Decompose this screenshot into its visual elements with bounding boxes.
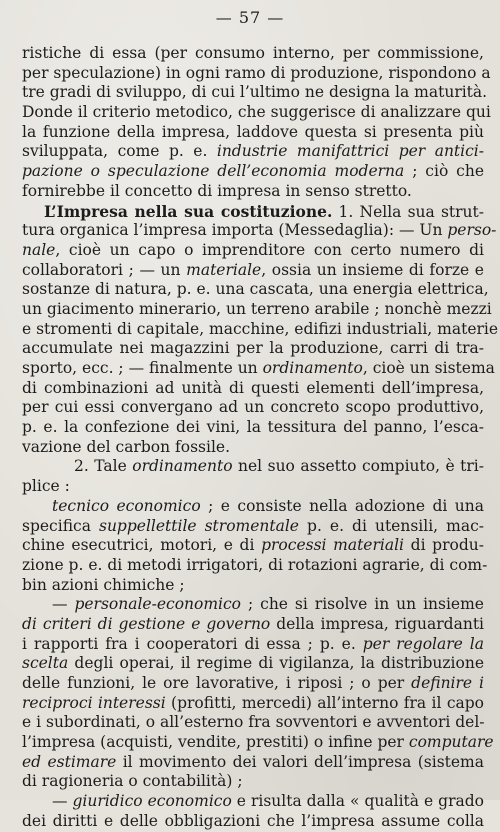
text-span: definire i	[411, 674, 484, 692]
text-line	[22, 221, 497, 241]
text-line	[22, 713, 484, 733]
text-line	[22, 103, 491, 123]
text-span: sviluppata, come p. e.	[22, 142, 217, 161]
text-span: di produ-	[404, 536, 484, 555]
text-span: p. e. di utensili, mac-	[299, 516, 484, 535]
text-span: processi materiali	[261, 536, 404, 555]
text-line	[22, 674, 484, 694]
text-span: per cui essi convergano ad un concreto scopo produttivo,	[22, 398, 484, 417]
text-span: p. e. la confezione dei vini, la tessitura del panno, l’esca-	[22, 418, 484, 437]
text-span: bin azioni chimiche ;	[22, 575, 185, 594]
text-line	[22, 694, 484, 714]
text-span: Donde il criterio metodico, che suggerisce di analizzare qui	[22, 103, 491, 122]
text-line	[22, 44, 484, 64]
text-line	[22, 83, 488, 103]
text-line	[22, 339, 484, 359]
text-line	[22, 319, 499, 340]
text-span: accumulate nei magazzini per la produzione, carri di tra-	[22, 339, 484, 358]
text-span: fornirebbe il concetto di impresa in senso stretto.	[22, 181, 412, 200]
text-line	[22, 654, 484, 674]
text-line	[22, 162, 484, 182]
text-span: il movimento dei valori dell’impresa (sistema	[116, 752, 484, 771]
text-span: perso-	[447, 221, 497, 240]
text-line	[22, 615, 484, 635]
text-line	[22, 595, 484, 615]
text-span: della impresa, riguardanti	[270, 614, 485, 633]
text-span: , cioè un capo o imprenditore con certo numero di	[55, 240, 484, 259]
text-span: vazione del carbon fossile.	[22, 437, 231, 456]
text-span: zione p. e. di metodi irrigatori, di rotazioni agrarie, di com-	[22, 555, 488, 574]
text-span: scelta	[22, 654, 69, 673]
text-line	[22, 438, 484, 458]
text-span: chine esecutrici, motori, e di	[22, 536, 262, 555]
body-text	[22, 44, 499, 832]
text-line	[22, 792, 484, 812]
text-span: nale	[22, 240, 56, 259]
text-span: specifica	[22, 516, 99, 535]
text-span: tura organica l’impresa importa (Messedaglia): — Un	[22, 221, 448, 240]
text-line	[22, 812, 484, 832]
text-line	[22, 418, 484, 438]
text-span: 1. Nella sua strut-	[332, 202, 485, 221]
text-span: (profitti, mercedi) all’interno fra il capo	[165, 693, 484, 712]
text-span: l’impresa (acquisti, vendite, prestiti) o infine per	[22, 733, 409, 752]
text-span: ; e consiste nella adozione di una	[200, 496, 484, 515]
text-span: dei diritti e delle obbligazioni che l’impresa assume colla	[22, 811, 484, 830]
text-span: i rapporti fra i cooperatori di essa ; p. e.	[22, 634, 363, 653]
text-span: per regolare la	[362, 634, 484, 653]
text-span: ordinamento	[132, 457, 233, 476]
text-line	[22, 299, 492, 320]
text-span: e i subordinati, o all’esterno fra sovventori e avventori del-	[22, 713, 485, 732]
text-line	[22, 280, 489, 300]
text-span: 2. Tale	[74, 457, 133, 476]
text-span: sostanze di natura, p. e. una cascata, una energia elettrica,	[22, 280, 489, 299]
text-span: e risulta dalla « qualità e grado	[231, 792, 484, 811]
text-span: di combinazioni ad unità di questi elementi dell’impresa,	[22, 378, 484, 397]
page-number: — 57 —	[215, 8, 285, 27]
text-span: —	[52, 792, 73, 811]
text-span: industrie manifattrici per antici-	[216, 142, 484, 161]
text-span: tecnico economico	[52, 496, 201, 515]
text-span: , cioè un sistema	[362, 359, 495, 377]
text-line	[22, 772, 484, 792]
text-line	[22, 202, 484, 222]
text-span: delle funzioni, le ore lavorative, i riposi ; o per	[22, 674, 412, 692]
text-line	[22, 142, 484, 162]
text-line	[22, 398, 484, 418]
text-span: per speculazione) in ogni ramo di produzione, rispondono a	[22, 63, 491, 82]
text-line	[22, 497, 484, 517]
text-line	[22, 555, 488, 576]
text-span: giuridico economico	[72, 792, 232, 811]
text-span: pazione o speculazione dell’economia moderna	[22, 162, 405, 181]
text-line	[22, 517, 484, 537]
text-line	[22, 63, 491, 84]
text-span: degli operai, il regime di vigilanza, la distribuzione	[68, 654, 484, 673]
text-span: plice :	[22, 477, 70, 496]
text-line	[22, 576, 484, 596]
text-span: —	[52, 595, 75, 614]
text-span: nel suo assetto compiuto, è tri-	[232, 457, 484, 476]
text-span: ; che si risolve in un insieme	[241, 595, 484, 614]
text-span: la funzione della impresa, laddove questa si presenta più	[22, 122, 484, 141]
text-span: computare	[408, 733, 494, 752]
text-span: ristiche di essa (per consumo interno, per commissione,	[22, 44, 484, 62]
text-line	[22, 753, 484, 773]
text-span: ed estimare	[22, 752, 117, 771]
text-span: personale-economico	[74, 595, 242, 614]
text-line	[22, 635, 484, 655]
text-line	[22, 182, 484, 202]
section-heading: L’Impresa nella sua costituzione.	[44, 201, 333, 221]
text-line	[22, 477, 484, 497]
text-line	[22, 359, 495, 379]
text-span: un giacimento minerario, un terreno arabile ; nonchè mezzi	[22, 299, 492, 318]
text-span: ordinamento	[262, 359, 363, 377]
text-span: materiale	[186, 260, 262, 279]
text-line	[22, 733, 494, 753]
text-line	[22, 457, 484, 477]
text-span: sporto, ecc. ; — finalmente un	[22, 359, 263, 377]
text-span: suppellettile stromentale	[98, 516, 299, 535]
text-span: di criteri di gestione e governo	[22, 614, 271, 633]
text-line	[22, 123, 484, 143]
text-span: collaboratori ; — un	[22, 260, 187, 279]
text-span: e stromenti di capitale, macchine, edifizi industriali, materie	[22, 319, 499, 338]
text-line	[22, 379, 484, 399]
text-span: , ossia un insieme di forze e	[261, 260, 484, 279]
text-span: ; ciò che	[404, 162, 484, 181]
text-line	[22, 261, 484, 281]
text-line	[22, 536, 484, 556]
text-span: di ragioneria o contabilità) ;	[22, 772, 243, 791]
text-span: tre gradi di sviluppo, di cui l’ultimo ne designa la maturità.	[22, 83, 488, 102]
text-span: reciproci interessi	[22, 693, 166, 712]
text-line	[22, 241, 484, 261]
